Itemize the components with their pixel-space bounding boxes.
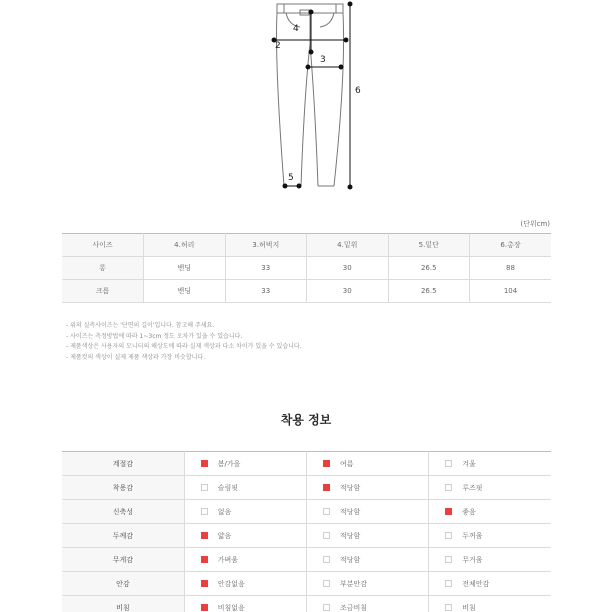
fit-info-option <box>184 548 306 572</box>
checked-box-icon <box>201 580 208 587</box>
fit-info-option-label: 루즈핏 <box>462 483 483 492</box>
fit-info-option-label: 가벼움 <box>217 555 239 564</box>
fit-info-option-label: 적당함 <box>340 531 361 540</box>
fit-info-option <box>307 476 429 500</box>
hem-label: 5 <box>288 173 294 183</box>
fit-info-option-label: 겨울 <box>462 459 476 468</box>
checked-box-icon <box>201 532 208 539</box>
fit-info-category: 안감 <box>62 572 184 596</box>
unchecked-box-icon <box>445 460 452 467</box>
fit-info-category: 비침 <box>62 596 184 612</box>
fit-info-category: 두께감 <box>62 524 184 548</box>
fit-info-category: 신축성 <box>62 500 184 524</box>
fit-info-option-label: 여름 <box>340 459 354 468</box>
fit-info-option <box>307 596 429 612</box>
unchecked-box-icon <box>445 484 452 491</box>
size-table-row <box>62 280 551 303</box>
size-note-item: - 위의 실측사이즈는 '단면의 길이'입니다. 참고해 주세요. <box>66 322 215 329</box>
fit-info-row <box>62 524 551 548</box>
unchecked-box-icon <box>445 604 452 611</box>
fit-info-option-label: 적당함 <box>340 507 361 516</box>
unchecked-box-icon <box>445 556 452 563</box>
size-table-cell: 30 <box>307 257 389 280</box>
fit-info-option-label: 슬림핏 <box>217 483 239 492</box>
fit-info-option <box>429 548 551 572</box>
checked-box-icon <box>323 460 330 467</box>
fit-info-row <box>62 572 551 596</box>
fit-info-title: 착용 정보 <box>280 413 332 427</box>
size-table-header-cell: 3.허벅지 <box>225 234 307 257</box>
checked-box-icon <box>445 508 452 515</box>
size-table-header-cell: 사이즈 <box>62 234 144 257</box>
size-table-cell: 88 <box>470 257 552 280</box>
fit-info-option-label: 조금비침 <box>340 603 368 612</box>
size-table-header-row <box>62 234 551 257</box>
fit-info-option-label: 비침 <box>462 603 476 612</box>
fit-info-option-label: 전체안감 <box>462 579 490 588</box>
size-table-header-cell: 4.밑위 <box>307 234 389 257</box>
unchecked-box-icon <box>323 580 330 587</box>
fit-info-row <box>62 500 551 524</box>
size-table-header-cell: 6.총장 <box>470 234 552 257</box>
waist-label: 2 <box>275 41 281 51</box>
size-table-cell: 롱 <box>62 257 144 280</box>
size-table-cell: 밴딩 <box>144 280 226 303</box>
fit-info-category: 착용감 <box>62 476 184 500</box>
size-notes <box>66 321 302 363</box>
checked-box-icon <box>323 484 330 491</box>
size-table-cell: 크롭 <box>62 280 144 303</box>
fit-info-option <box>429 596 551 612</box>
size-table <box>62 233 551 303</box>
unchecked-box-icon <box>323 532 330 539</box>
fit-info-option-label: 비침없음 <box>217 603 245 612</box>
size-table-cell: 104 <box>470 280 552 303</box>
size-table-row <box>62 257 551 280</box>
size-table-cell: 밴딩 <box>144 257 226 280</box>
fit-info-option <box>184 452 306 476</box>
fit-info-option <box>184 476 306 500</box>
fit-info-option-label: 없음 <box>217 507 232 516</box>
fit-info-option <box>184 596 306 612</box>
fit-info-option-label: 두꺼움 <box>462 531 483 540</box>
size-table-cell: 33 <box>225 257 307 280</box>
unit-note: (단위cm) <box>520 220 550 228</box>
fit-info-row <box>62 548 551 572</box>
fit-info-option-label: 무거움 <box>462 555 483 564</box>
fit-info-option <box>307 524 429 548</box>
fit-info-option <box>184 500 306 524</box>
size-note-item: - 사이즈는 측정방법에 따라 1~3cm 정도 오차가 있을 수 있습니다. <box>66 332 243 340</box>
checked-box-icon <box>201 604 208 611</box>
size-table-cell: 30 <box>307 280 389 303</box>
fit-info-option <box>307 572 429 596</box>
fit-info-option-label: 안감없음 <box>217 579 245 588</box>
fit-info-option <box>307 452 429 476</box>
fit-info-option-label: 적당함 <box>340 555 361 564</box>
fit-info-option <box>429 452 551 476</box>
fit-info-row <box>62 452 551 476</box>
unchecked-box-icon <box>201 508 208 515</box>
size-note-item: - 제품컷의 색상이 실제 제품 색상과 가장 비슷합니다. <box>66 353 206 361</box>
pants-outline-icon <box>0 0 612 200</box>
size-table-cell: 26.5 <box>388 257 470 280</box>
fit-info-option <box>429 524 551 548</box>
unchecked-box-icon <box>323 556 330 563</box>
unchecked-box-icon <box>445 580 452 587</box>
unchecked-box-icon <box>445 532 452 539</box>
fit-info-option <box>184 524 306 548</box>
pants-measurement-diagram <box>0 0 612 200</box>
fit-info-category: 계절감 <box>62 452 184 476</box>
size-note-item: - 제품색상은 사용자의 모니터의 해상도에 따라 실제 색상과 다소 차이가 있을 수 있습니다. <box>66 343 302 350</box>
fit-info-option-label: 봄/가을 <box>217 459 241 468</box>
fit-info-option <box>307 500 429 524</box>
size-table-cell: 26.5 <box>388 280 470 303</box>
fit-info-row <box>62 476 551 500</box>
thigh-label: 3 <box>320 55 326 65</box>
checked-box-icon <box>201 556 208 563</box>
unchecked-box-icon <box>201 484 208 491</box>
fit-info-option <box>307 548 429 572</box>
unchecked-box-icon <box>323 508 330 515</box>
fit-info-option-label: 적당함 <box>340 483 361 492</box>
fit-info-category: 무게감 <box>62 548 184 572</box>
fit-info-table <box>62 451 551 612</box>
rise-label: 4 <box>293 24 299 34</box>
fit-info-option <box>429 476 551 500</box>
fit-info-row <box>62 596 551 612</box>
fit-info-option-label: 좋음 <box>462 507 476 516</box>
checked-box-icon <box>201 460 208 467</box>
size-table-header-cell: 4.허리 <box>144 234 226 257</box>
fit-info-option <box>429 572 551 596</box>
fit-info-option <box>184 572 306 596</box>
fit-info-option <box>429 500 551 524</box>
size-table-cell: 33 <box>225 280 307 303</box>
fit-info-option-label: 부분안감 <box>340 579 368 588</box>
length-label: 6 <box>355 86 361 96</box>
fit-info-option-label: 얇음 <box>217 531 232 540</box>
unchecked-box-icon <box>323 604 330 611</box>
size-table-header-cell: 5.밑단 <box>388 234 470 257</box>
